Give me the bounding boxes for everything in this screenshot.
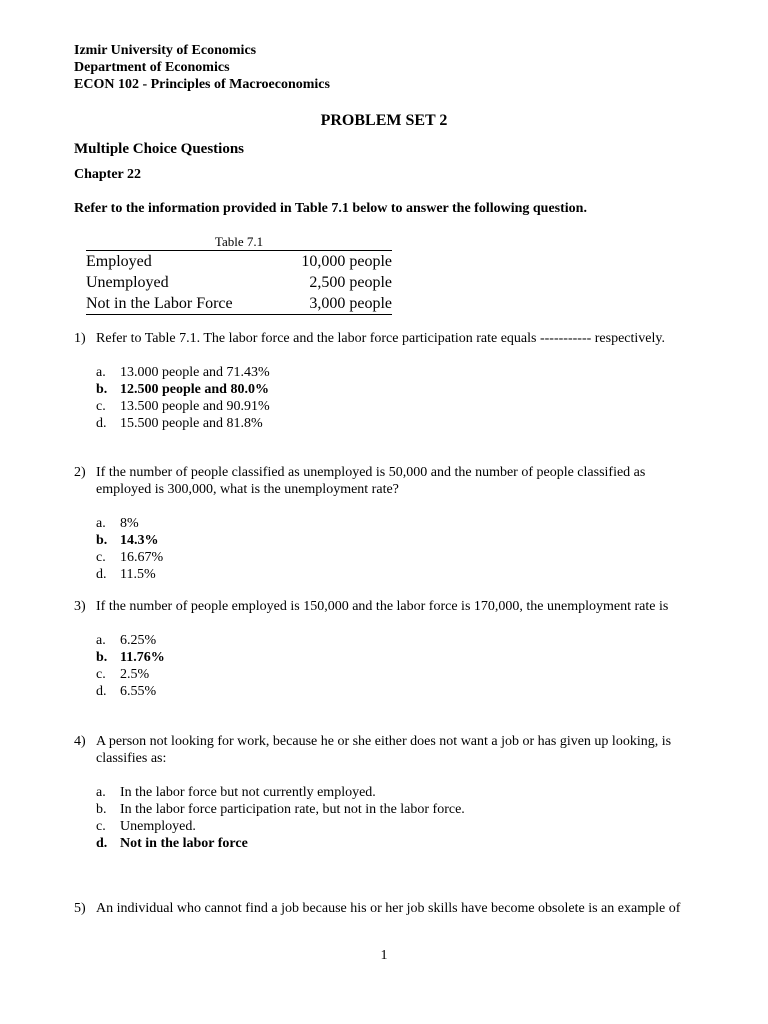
option-letter: b. [96, 533, 108, 548]
option-text: 13.500 people and 90.91% [120, 399, 270, 414]
table-row-label: Not in the Labor Force [86, 295, 233, 312]
option-letter: b. [96, 650, 108, 665]
university-name: Izmir University of Economics [74, 43, 257, 58]
correct-answer-option [96, 381, 704, 398]
intro-instruction: Refer to the information provided in Table 7.1 below to answer the following question. [74, 201, 587, 216]
option-text: Unemployed. [120, 819, 196, 834]
answer-options [96, 515, 704, 583]
option-text: 15.500 people and 81.8% [120, 416, 263, 431]
option-text: 13.000 people and 71.43% [120, 365, 270, 380]
table-row [86, 293, 392, 315]
option-letter: a. [96, 516, 106, 531]
section-title: Multiple Choice Questions [74, 141, 245, 157]
question-3 [74, 598, 704, 700]
answer-option [96, 549, 704, 566]
option-letter: d. [96, 416, 107, 431]
question-text: An individual who cannot find a job because his or her job skills have become obsolete is an example of [96, 901, 681, 916]
question-5 [74, 900, 704, 917]
answer-option [96, 666, 704, 683]
table-caption: Table 7.1 [214, 234, 264, 249]
chapter-heading: Chapter 22 [74, 167, 142, 182]
option-letter: a. [96, 633, 106, 648]
answer-option [96, 566, 704, 583]
option-text: 12.500 people and 80.0% [120, 382, 269, 397]
data-table [86, 234, 392, 315]
correct-answer-option [96, 532, 704, 549]
option-text: 6.55% [120, 684, 157, 699]
question-number: 1) [74, 331, 86, 346]
option-letter: c. [96, 399, 106, 414]
option-letter: d. [96, 567, 107, 582]
option-letter: a. [96, 365, 106, 380]
option-text: 14.3% [120, 533, 159, 548]
option-text: 16.67% [120, 550, 164, 565]
answer-option [96, 398, 704, 415]
option-text: In the labor force participation rate, but not in the labor force. [120, 802, 465, 817]
department-name: Department of Economics [74, 60, 230, 75]
option-text: 2.5% [120, 667, 150, 682]
page-title: PROBLEM SET 2 [320, 112, 448, 129]
answer-option [96, 683, 704, 700]
option-text: 11.76% [120, 650, 165, 665]
answer-options [96, 784, 704, 852]
option-letter: c. [96, 550, 106, 565]
table-row-value: 2,500 people [309, 274, 392, 291]
table-row-label: Unemployed [86, 274, 169, 291]
option-letter: a. [96, 785, 106, 800]
option-letter: b. [96, 382, 108, 397]
option-letter: c. [96, 667, 106, 682]
question-number: 5) [74, 901, 86, 916]
question-text: If the number of people employed is 150,000 and the labor force is 170,000, the unemployment rate is [96, 599, 669, 614]
correct-answer-option [96, 835, 704, 852]
table-row [86, 251, 392, 272]
option-letter: d. [96, 684, 107, 699]
option-letter: b. [96, 802, 107, 817]
table-row-value: 3,000 people [309, 295, 392, 312]
question-1 [74, 330, 704, 432]
answer-options [96, 632, 704, 700]
question-text: A person not looking for work, because he or she either does not want a job or has given up looking, is classifies as: [96, 734, 672, 766]
question-text: If the number of people classified as unemployed is 50,000 and the number of people classified as employed is 300,000, what is the unemployment rate? [96, 465, 646, 497]
table-row-value: 10,000 people [301, 253, 392, 270]
page-number: 1 [380, 948, 388, 963]
question-number: 3) [74, 599, 86, 614]
option-text: 11.5% [120, 567, 156, 582]
answer-options [96, 364, 704, 432]
answer-option [96, 784, 704, 801]
question-number: 2) [74, 465, 86, 480]
question-4 [74, 733, 704, 852]
question-number: 4) [74, 734, 86, 749]
option-text: 8% [120, 516, 139, 531]
option-letter: c. [96, 819, 106, 834]
option-text: Not in the labor force [120, 836, 248, 851]
option-letter: d. [96, 836, 108, 851]
answer-option [96, 632, 704, 649]
option-text: 6.25% [120, 633, 157, 648]
option-text: In the labor force but not currently employed. [120, 785, 376, 800]
course-name: ECON 102 - Principles of Macroeconomics [74, 77, 330, 92]
table-row [86, 272, 392, 293]
answer-option [96, 801, 704, 818]
answer-option [96, 515, 704, 532]
answer-option [96, 364, 704, 381]
question-2 [74, 464, 704, 583]
answer-option [96, 415, 704, 432]
answer-option [96, 818, 704, 835]
question-text: Refer to Table 7.1. The labor force and the labor force participation rate equals ----------- respectively. [96, 331, 665, 346]
correct-answer-option [96, 649, 704, 666]
document-header [74, 42, 330, 93]
table-row-label: Employed [86, 253, 152, 270]
